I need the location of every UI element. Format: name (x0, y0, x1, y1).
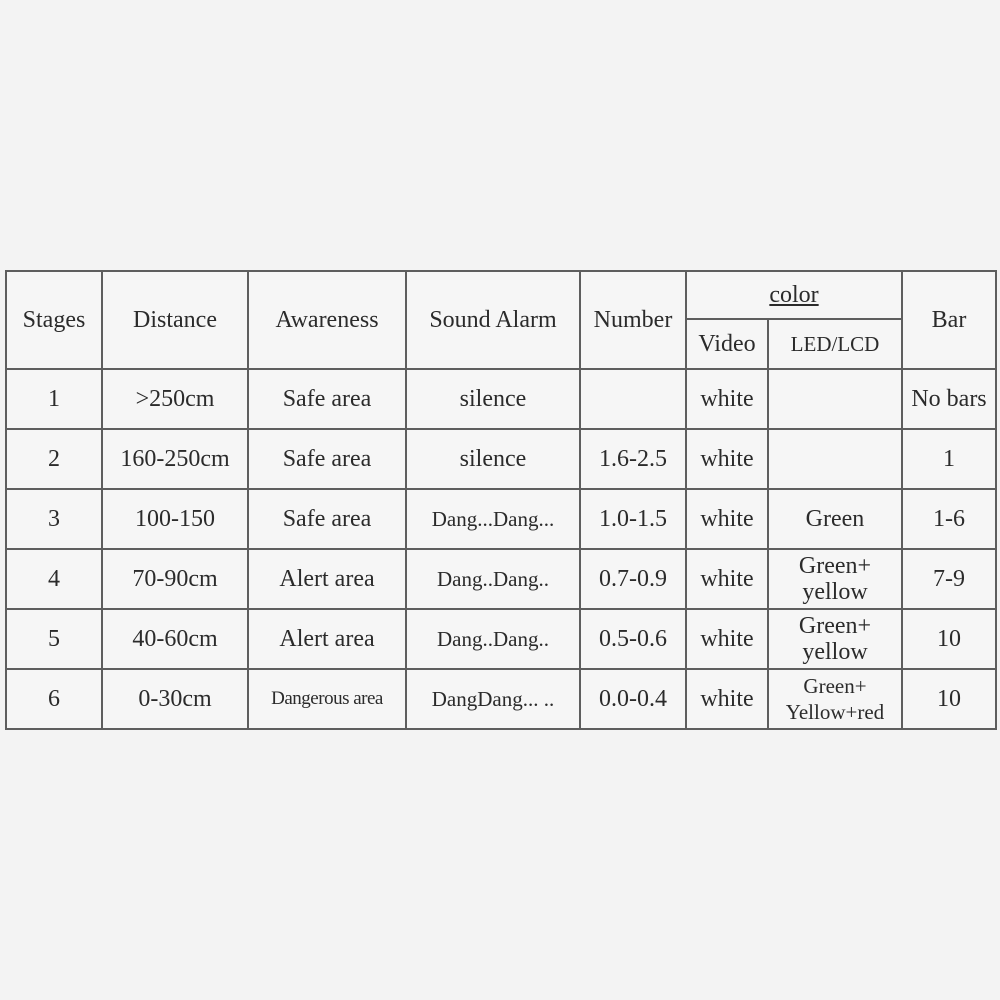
header-distance: Distance (102, 271, 248, 369)
cell-led: Green (768, 489, 902, 549)
table-row (6, 369, 996, 429)
cell-distance: 160-250cm (102, 429, 248, 489)
cell-video: white (686, 669, 768, 729)
table-row (6, 609, 996, 669)
cell-sound: Dang..Dang.. (406, 609, 580, 669)
cell-awareness: Safe area (248, 429, 406, 489)
header-stages: Stages (6, 271, 102, 369)
header-video: Video (686, 319, 768, 369)
cell-number: 1.0-1.5 (580, 489, 686, 549)
cell-awareness: Safe area (248, 489, 406, 549)
header-color-label: color (769, 281, 819, 308)
header-bar: Bar (902, 271, 996, 369)
cell-bar: 7-9 (902, 549, 996, 609)
cell-stage: 4 (6, 549, 102, 609)
cell-video: white (686, 609, 768, 669)
header-number: Number (580, 271, 686, 369)
header-awareness: Awareness (248, 271, 406, 369)
cell-bar: 10 (902, 669, 996, 729)
cell-stage: 5 (6, 609, 102, 669)
cell-led (768, 369, 902, 429)
cell-sound: silence (406, 429, 580, 489)
cell-sound: DangDang... .. (406, 669, 580, 729)
header-color (686, 271, 902, 319)
table-row (6, 429, 996, 489)
cell-led (768, 429, 902, 489)
cell-awareness: Safe area (248, 369, 406, 429)
cell-video: white (686, 429, 768, 489)
table-row (6, 489, 996, 549)
cell-number: 1.6-2.5 (580, 429, 686, 489)
cell-distance: 0-30cm (102, 669, 248, 729)
table-row (6, 669, 996, 729)
cell-stage: 1 (6, 369, 102, 429)
cell-number (580, 369, 686, 429)
cell-led: Green+ yellow (768, 549, 902, 609)
cell-stage: 2 (6, 429, 102, 489)
cell-sound: Dang...Dang... (406, 489, 580, 549)
cell-distance: 100-150 (102, 489, 248, 549)
cell-number: 0.0-0.4 (580, 669, 686, 729)
cell-video: white (686, 369, 768, 429)
cell-awareness: Dangerous area (248, 669, 406, 729)
cell-bar: 1-6 (902, 489, 996, 549)
cell-sound: Dang..Dang.. (406, 549, 580, 609)
cell-led: Green+ yellow (768, 609, 902, 669)
cell-awareness: Alert area (248, 549, 406, 609)
cell-distance: >250cm (102, 369, 248, 429)
cell-number: 0.5-0.6 (580, 609, 686, 669)
cell-led: Green+ Yellow+red (768, 669, 902, 729)
table-row (6, 549, 996, 609)
cell-distance: 70-90cm (102, 549, 248, 609)
header-led-lcd: LED/LCD (768, 319, 902, 369)
cell-bar: 1 (902, 429, 996, 489)
cell-bar: No bars (902, 369, 996, 429)
stages-table (5, 270, 997, 730)
cell-video: white (686, 489, 768, 549)
cell-bar: 10 (902, 609, 996, 669)
cell-stage: 6 (6, 669, 102, 729)
cell-stage: 3 (6, 489, 102, 549)
cell-number: 0.7-0.9 (580, 549, 686, 609)
header-sound-alarm: Sound Alarm (406, 271, 580, 369)
cell-video: white (686, 549, 768, 609)
cell-sound: silence (406, 369, 580, 429)
cell-distance: 40-60cm (102, 609, 248, 669)
cell-awareness: Alert area (248, 609, 406, 669)
